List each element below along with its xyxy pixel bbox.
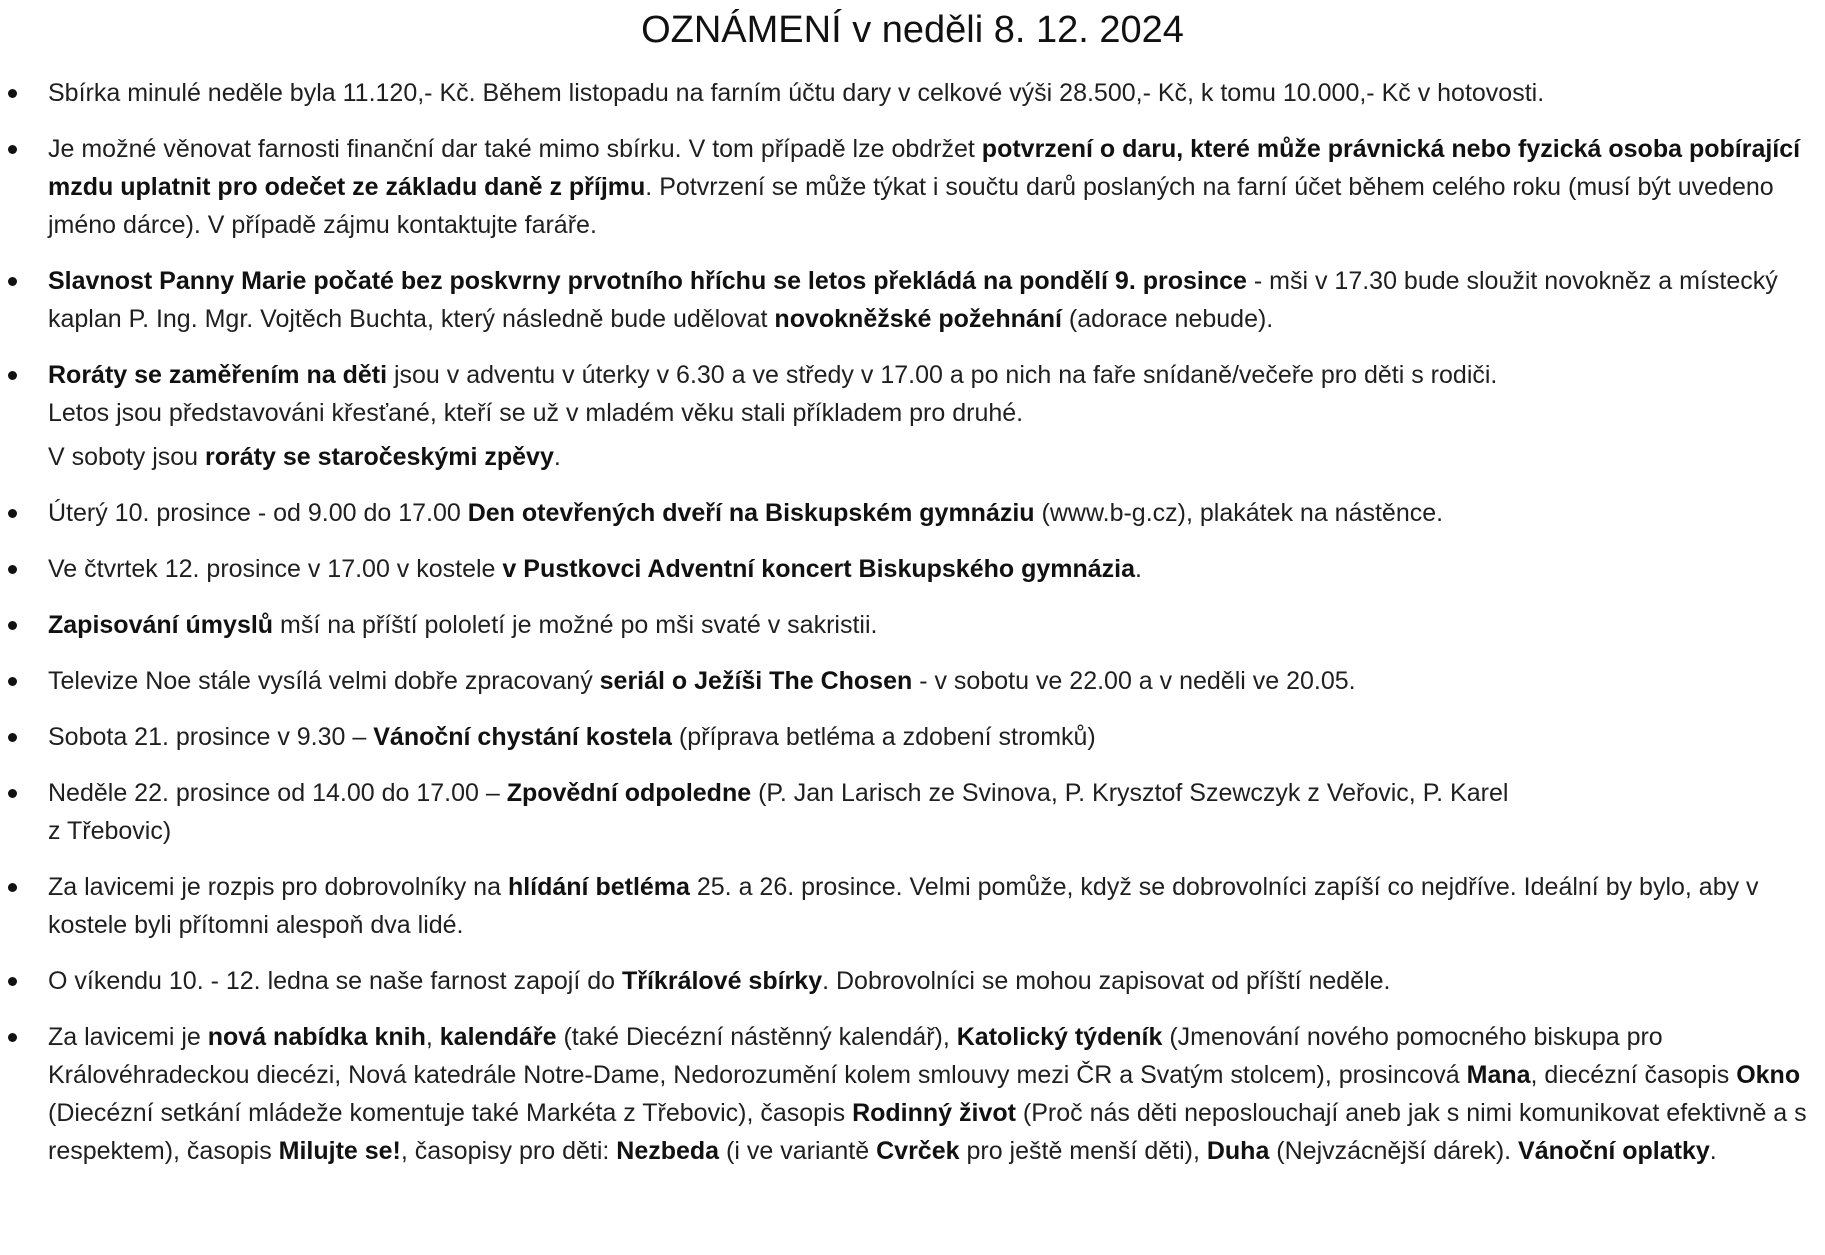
list-item-three-kings-collection: O víkendu 10. - 12. ledna se naše farnost zapojí do Tříkrálové sbírky. Dobrovolníci se mohou zapisovat od příští neděle. (0, 962, 1825, 1000)
bullet-icon (8, 565, 17, 574)
bullet-icon (8, 277, 17, 286)
list-item-open-day: Úterý 10. prosince - od 9.00 do 17.00 Den otevřených dveří na Biskupském gymnáziu (www.b-g.cz), plakátek na nástěnce. (0, 494, 1825, 532)
bullet-icon (8, 145, 17, 154)
list-item-donation: Je možné věnovat farnosti finanční dar také mimo sbírku. V tom případě lze obdržet potvrzení o daru, které může právnická nebo fyzická osoba pobírající mzdu uplatnit pro odečet ze základu daně z příjmu. Potvrzení se může týkat i součtu darů poslaných na farní účet během celého roku (musí být uvedeno jméno dárce). V případě zájmu kontaktujte faráře. (0, 130, 1825, 244)
list-item-nativity-watch: Za lavicemi je rozpis pro dobrovolníky na hlídání betléma 25. a 26. prosince. Velmi pomůže, když se dobrovolníci zapíší co nejdříve. Ideální by bylo, aby v kostele byli přítomni alespoň dva lidé. (0, 868, 1825, 944)
announcement-list (0, 74, 1825, 1188)
page-title: OZNÁMENÍ v neděli 8. 12. 2024 (641, 9, 1184, 51)
list-item-collection: Sbírka minulé neděle byla 11.120,- Kč. Během listopadu na farním účtu dary v celkové výši 28.500,- Kč, k tomu 10.000,- Kč v hotovosti. (0, 74, 1825, 112)
bullet-icon (8, 621, 17, 630)
bullet-icon (8, 371, 17, 380)
bullet-icon (8, 89, 17, 98)
bullet-icon (8, 733, 17, 742)
list-item-books-offer: Za lavicemi je nová nabídka knih, kalendáře (také Diecézní nástěnný kalendář), Katolický týdeník (Jmenování nového pomocného biskupa pro Královéhradeckou diecézi, Nová katedrále Notre-Dame, Nedorozumění kolem smlouvy mezi ČR a Svatým stolcem), prosincová Mana, diecézní časopis Okno (Diecézní setkání mládeže komentuje také Markéta z Třebovic), časopis Rodinný život (Proč nás děti neposlouchají aneb jak s nimi komunikovat efektivně a s respektem), časopis Milujte se!, časopisy pro děti: Nezbeda (i ve variantě Cvrček pro ještě menší děti), Duha (Nejvzácnější dárek). Vánoční oplatky. (0, 1018, 1825, 1170)
list-item-concert: Ve čtvrtek 12. prosince v 17.00 v kostele v Pustkovci Adventní koncert Biskupského gymnázia. (0, 550, 1825, 588)
bullet-icon (8, 789, 17, 798)
list-item-confession: Neděle 22. prosince od 14.00 do 17.00 – Zpovědní odpoledne (P. Jan Larisch ze Svinova, P. Krysztof Szewczyk z Veřovic, P. Karel z Třebovic) (0, 774, 1825, 850)
bullet-icon (8, 883, 17, 892)
list-item-immaculate-conception: Slavnost Panny Marie počaté bez poskvrny prvotního hříchu se letos překládá na pondělí 9. prosince - mši v 17.30 bude sloužit novokněz a místecký kaplan P. Ing. Mgr. Vojtěch Buchta, který následně bude udělovat novokněžské požehnání (adorace nebude). (0, 262, 1825, 338)
bullet-icon (8, 1033, 17, 1042)
list-item-mass-intentions: Zapisování úmyslů mší na příští pololetí je možné po mši svaté v sakristii. (0, 606, 1825, 644)
bullet-icon (8, 509, 17, 518)
list-item-tv-series: Televize Noe stále vysílá velmi dobře zpracovaný seriál o Ježíši The Chosen - v sobotu ve 22.00 a v neděli ve 20.05. (0, 662, 1825, 700)
bullet-icon (8, 677, 17, 686)
list-item-rorate-children: Roráty se zaměřením na děti jsou v adventu v úterky v 6.30 a ve středy v 17.00 a po nich na faře snídaně/večeře pro děti s rodiči. Letos jsou představováni křesťané, kteří se už v mladém věku stali příkladem pro druhé. (0, 356, 1825, 432)
list-item-church-decoration: Sobota 21. prosince v 9.30 – Vánoční chystání kostela (příprava betléma a zdobení stromků) (0, 718, 1825, 756)
list-item-rorate-saturday: V soboty jsou roráty se staročeskými zpěvy. (48, 443, 561, 471)
bullet-icon (8, 977, 17, 986)
